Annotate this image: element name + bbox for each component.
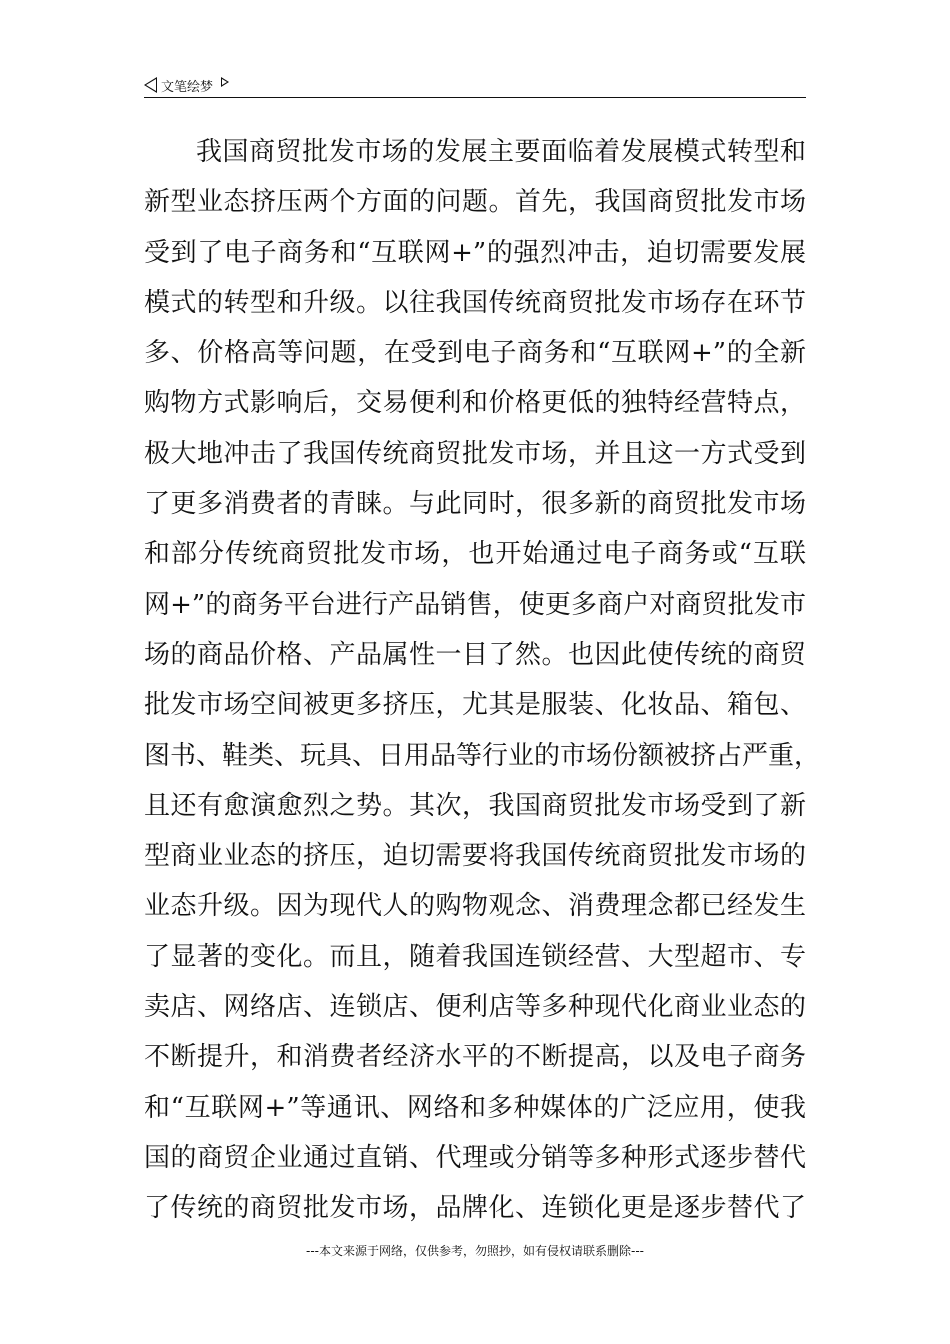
text-line: 购物方式影响后，交易便利和价格更低的独特经营特点， xyxy=(144,388,806,419)
text-line: 极大地冲击了我国传统商贸批发市场，并且这一方式受到 xyxy=(144,438,806,469)
text-line: 我国商贸批发市场的发展主要面临着发展模式转型和 xyxy=(196,137,806,167)
text-line: 卖店、网络店、连锁店、便利店等多种现代化商业业态的 xyxy=(144,992,806,1023)
text-line: 多、价格高等问题，在受到电子商务和“互联网+”的全新 xyxy=(144,338,806,369)
footer-disclaimer: ---本文来源于网络，仅供参考，勿照抄，如有侵权请联系删除--- xyxy=(306,1244,644,1258)
text-line: 网+”的商务平台进行产品销售，使更多商户对商贸批发市 xyxy=(144,589,806,620)
triangle-left-icon xyxy=(144,77,157,93)
text-line: 国的商贸企业通过直销、代理或分销等多种形式逐步替代 xyxy=(144,1142,806,1173)
text-line: 业态升级。因为现代人的购物观念、消费理念都已经发生 xyxy=(144,891,806,922)
triangle-right-icon xyxy=(221,77,229,87)
text-line: 新型业态挤压两个方面的问题。首先，我国商贸批发市场 xyxy=(144,187,806,218)
text-line: 批发市场空间被更多挤压，尤其是服装、化妆品、箱包、 xyxy=(144,690,806,721)
text-line: 了更多消费者的青睐。与此同时，很多新的商贸批发市场 xyxy=(144,489,806,520)
text-line: 模式的转型和升级。以往我国传统商贸批发市场存在环节 xyxy=(144,287,806,318)
header-brand xyxy=(144,74,229,96)
text-line: 和“互联网+”等通讯、网络和多种媒体的广泛应用，使我 xyxy=(144,1092,806,1123)
text-line: 和部分传统商贸批发市场，也开始通过电子商务或“互联 xyxy=(144,539,806,570)
page-header xyxy=(144,74,806,98)
text-line: 型商业业态的挤压，迫切需要将我国传统商贸批发市场的 xyxy=(144,841,806,872)
text-line: 受到了电子商务和“互联网+”的强烈冲击，迫切需要发展 xyxy=(144,237,806,268)
text-line: 场的商品价格、产品属性一目了然。也因此使传统的商贸 xyxy=(144,639,806,670)
text-line: 且还有愈演愈烈之势。其次，我国商贸批发市场受到了新 xyxy=(144,790,806,821)
text-line: 了传统的商贸批发市场，品牌化、连锁化更是逐步替代了 xyxy=(144,1193,806,1224)
header-divider xyxy=(144,97,806,98)
text-line: 不断提升，和消费者经济水平的不断提高，以及电子商务 xyxy=(144,1042,806,1073)
body-paragraph xyxy=(144,127,821,1234)
text-line: 了显著的变化。而且，随着我国连锁经营、大型超市、专 xyxy=(144,941,806,972)
header-brand-text: 文笔绘梦 xyxy=(161,79,214,95)
text-line: 图书、鞋类、玩具、日用品等行业的市场份额被挤占严重， xyxy=(144,740,821,771)
